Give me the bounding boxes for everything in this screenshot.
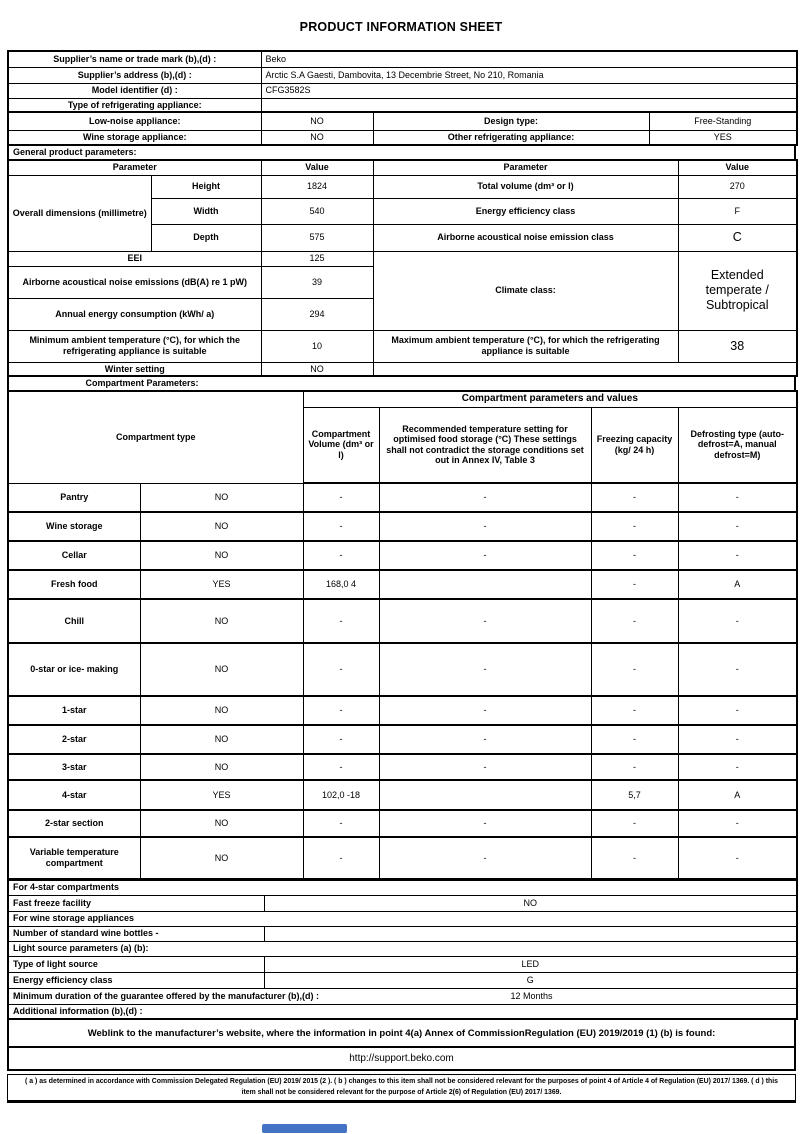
compartment-defrost: - xyxy=(678,696,797,725)
compartment-defrost: - xyxy=(678,599,797,643)
depth-label: Depth xyxy=(151,224,261,251)
low-noise-label: Low-noise appliance: xyxy=(8,112,261,130)
compartment-name: Fresh food xyxy=(8,570,140,599)
blue-indicator-bar xyxy=(262,1124,347,1133)
energy-class-value: F xyxy=(678,198,797,224)
design-type-label: Design type: xyxy=(373,112,649,130)
eei-label: EEI xyxy=(8,251,261,266)
table-row-fresh-food xyxy=(8,570,797,599)
compartment-name: Cellar xyxy=(8,541,140,570)
overall-dimensions-label: Overall dimensions (millimetre) xyxy=(8,175,151,251)
compartment-freezing: - xyxy=(591,483,678,512)
bottom-parameters-table xyxy=(7,879,796,1020)
design-type-value: Free-Standing xyxy=(649,112,797,130)
compartment-name: Wine storage xyxy=(8,512,140,541)
weblink-url-box xyxy=(7,1046,796,1071)
table-row xyxy=(8,83,797,98)
light-type-value: LED xyxy=(264,956,797,972)
acoustical-noise-value: 39 xyxy=(261,266,373,298)
supplier-name-value: Beko xyxy=(261,51,797,67)
compartment-present: YES xyxy=(140,570,303,599)
min-ambient-temp-value: 10 xyxy=(261,330,373,362)
footnote-box xyxy=(7,1074,796,1103)
compartment-present: NO xyxy=(140,599,303,643)
table-row xyxy=(8,98,797,112)
compartment-name: 3-star xyxy=(8,754,140,780)
max-ambient-temp-value: 38 xyxy=(678,330,797,362)
compartment-present: NO xyxy=(140,541,303,570)
compartment-volume: - xyxy=(303,541,379,570)
table-row-chill xyxy=(8,599,797,643)
recommended-temp-header: Recommended temperature setting for optimised food storage (°C) These settings shall not contradict the storage conditions set out in Annex IV, Table 3 xyxy=(379,407,591,483)
light-params-label: Light source parameters (a) (b): xyxy=(8,941,797,956)
table-row-1star xyxy=(8,696,797,725)
compartment-table xyxy=(7,390,796,880)
table-row xyxy=(8,112,797,130)
wine-storage-label: Wine storage appliance: xyxy=(8,130,261,145)
compartment-freezing: - xyxy=(591,725,678,754)
compartment-present: NO xyxy=(140,696,303,725)
table-row xyxy=(8,330,797,362)
wine-storage-value: NO xyxy=(261,130,373,145)
table-row-0star xyxy=(8,643,797,696)
compartment-defrost: - xyxy=(678,837,797,879)
param-header-left: Parameter xyxy=(8,160,261,175)
energy-efficiency-class-value: G xyxy=(264,972,797,988)
noise-class-value: C xyxy=(678,224,797,251)
compartment-defrost: - xyxy=(678,512,797,541)
table-row-2star-section xyxy=(8,810,797,837)
compartment-temp: - xyxy=(379,643,591,696)
compartment-defrost: - xyxy=(678,483,797,512)
compartment-name: Variable temperature compartment xyxy=(8,837,140,879)
eei-value: 125 xyxy=(261,251,373,266)
compartment-defrost: - xyxy=(678,754,797,780)
compartment-present: NO xyxy=(140,483,303,512)
general-parameters-label: General product parameters: xyxy=(8,145,795,160)
compartment-volume: - xyxy=(303,754,379,780)
fast-freeze-label: Fast freeze facility xyxy=(8,895,264,911)
width-value: 540 xyxy=(261,198,373,224)
compartment-parameters-label: Compartment Parameters: xyxy=(85,378,199,388)
param-header-right: Parameter xyxy=(373,160,678,175)
general-parameters-table xyxy=(7,159,796,377)
table-row-3star xyxy=(8,754,797,780)
compartment-freezing: - xyxy=(591,754,678,780)
guarantee-label: Minimum duration of the guarantee offered by the manufacturer (b),(d) : xyxy=(13,990,320,1001)
acoustical-noise-label: Airborne acoustical noise emissions (dB(A) re 1 pW) xyxy=(8,266,261,298)
table-row xyxy=(8,956,797,972)
light-type-label: Type of light source xyxy=(8,956,264,972)
low-noise-value: NO xyxy=(261,112,373,130)
compartment-parameters-label-cell xyxy=(8,376,795,391)
table-row xyxy=(8,880,797,895)
volume-header: Compartment Volume (dm³ or l) xyxy=(303,407,379,483)
compartment-volume: - xyxy=(303,810,379,837)
compartment-present: NO xyxy=(140,810,303,837)
width-label: Width xyxy=(151,198,261,224)
compartment-name: 1-star xyxy=(8,696,140,725)
table-row xyxy=(8,175,797,198)
compartment-name: Pantry xyxy=(8,483,140,512)
weblink-text: Weblink to the manufacturer’s website, where the information in point 4(a) Annex of CommissionRegulation (EU) 2019/2019 (1) (b) is found: xyxy=(87,1027,716,1039)
table-row xyxy=(8,988,797,1004)
compartment-volume: 168,0 4 xyxy=(303,570,379,599)
annual-energy-value: 294 xyxy=(261,298,373,330)
table-row xyxy=(8,926,797,941)
table-row-4star xyxy=(8,780,797,810)
other-refrigerating-value: YES xyxy=(649,130,797,145)
page-title: PRODUCT INFORMATION SHEET xyxy=(299,20,503,34)
max-ambient-temp-label: Maximum ambient temperature (°C), for which the refrigerating appliance is suitable xyxy=(373,330,678,362)
empty-cell xyxy=(373,362,797,376)
compartment-name: 4-star xyxy=(8,780,140,810)
compartment-defrost: - xyxy=(678,643,797,696)
table-row xyxy=(8,1004,797,1019)
compartment-freezing: - xyxy=(591,837,678,879)
compartment-present: NO xyxy=(140,512,303,541)
compartment-freezing: - xyxy=(591,696,678,725)
table-row xyxy=(8,51,797,67)
value-header-right: Value xyxy=(678,160,797,175)
appliance-type-value xyxy=(261,98,797,112)
compartment-type-header: Compartment type xyxy=(8,391,303,483)
height-value: 1824 xyxy=(261,175,373,198)
wine-bottles-value xyxy=(264,926,797,941)
supplier-address-value: Arctic S.A Gaesti, Dambovita, 13 Decembrie Street, No 210, Romania xyxy=(261,67,797,83)
compartment-temp: - xyxy=(379,725,591,754)
winter-setting-value: NO xyxy=(261,362,373,376)
freezing-capacity-header: Freezing capacity (kg/ 24 h) xyxy=(591,407,678,483)
energy-class-label: Energy efficiency class xyxy=(373,198,678,224)
table-row xyxy=(8,130,797,145)
wine-bottles-label: Number of standard wine bottles - xyxy=(8,926,264,941)
defrosting-type-header: Defrosting type (auto-defrost=A, manual defrost=M) xyxy=(678,407,797,483)
compartment-present: NO xyxy=(140,725,303,754)
table-header-row xyxy=(8,160,797,175)
compartment-temp xyxy=(379,780,591,810)
climate-class-label: Climate class: xyxy=(373,251,678,330)
table-row xyxy=(8,67,797,83)
total-volume-value: 270 xyxy=(678,175,797,198)
compartment-temp xyxy=(379,570,591,599)
compartment-temp: - xyxy=(379,599,591,643)
min-ambient-temp-label: Minimum ambient temperature (°C), for which the refrigerating appliance is suitable xyxy=(8,330,261,362)
compartment-freezing: 5,7 xyxy=(591,780,678,810)
compartment-temp: - xyxy=(379,837,591,879)
compartment-name: 2-star section xyxy=(8,810,140,837)
model-identifier-label: Model identifier (d) : xyxy=(8,83,261,98)
compartment-freezing: - xyxy=(591,643,678,696)
compartment-volume: - xyxy=(303,696,379,725)
appliance-type-label: Type of refrigerating appliance: xyxy=(8,98,261,112)
table-row xyxy=(8,972,797,988)
table-row xyxy=(8,895,797,911)
footnote-text: ( a ) as determined in accordance with Commission Delegated Regulation (EU) 2019/ 2015 (2 ). ( b ) changes to this item shall not be considered relevant for the purposes of point 4 of Article 4 of Regulation (EU) 2017/ 1369. ( d ) this item shall not be considered relevant for the purpose of Article 2(6) of Regulation (EU) 2017/ 1369. xyxy=(25,1078,778,1096)
table-row-variable-temp xyxy=(8,837,797,879)
supplier-table xyxy=(7,50,796,146)
compartment-volume: - xyxy=(303,599,379,643)
climate-class-value: Extended temperate / Subtropical xyxy=(678,251,797,330)
compartment-defrost: A xyxy=(678,780,797,810)
additional-info-label: Additional information (b),(d) : xyxy=(8,1004,797,1019)
table-row xyxy=(8,941,797,956)
table-header-row xyxy=(8,391,797,407)
compartment-temp: - xyxy=(379,696,591,725)
compartment-freezing: - xyxy=(591,599,678,643)
noise-class-label: Airborne acoustical noise emission class xyxy=(373,224,678,251)
compartment-name: 2-star xyxy=(8,725,140,754)
weblink-url[interactable]: http://support.beko.com xyxy=(349,1053,454,1064)
compartment-freezing: - xyxy=(591,541,678,570)
compartment-freezing: - xyxy=(591,570,678,599)
table-row xyxy=(8,251,797,266)
compartment-defrost: - xyxy=(678,541,797,570)
depth-value: 575 xyxy=(261,224,373,251)
guarantee-value: 12 Months xyxy=(510,990,553,1001)
compartment-defrost: - xyxy=(678,725,797,754)
compartment-temp: - xyxy=(379,541,591,570)
wine-appliances-label: For wine storage appliances xyxy=(8,911,797,926)
compartment-volume: - xyxy=(303,483,379,512)
compartment-freezing: - xyxy=(591,810,678,837)
table-row-2star xyxy=(8,725,797,754)
height-label: Height xyxy=(151,175,261,198)
guarantee-cell xyxy=(8,988,797,1004)
compartment-volume: 102,0 -18 xyxy=(303,780,379,810)
compartment-temp: - xyxy=(379,810,591,837)
winter-setting-label: Winter setting xyxy=(8,362,261,376)
compartment-group-header: Compartment parameters and values xyxy=(303,391,797,407)
supplier-address-label: Supplier’s address (b),(d) : xyxy=(8,67,261,83)
other-refrigerating-label: Other refrigerating appliance: xyxy=(373,130,649,145)
table-row-pantry xyxy=(8,483,797,512)
compartment-name: Chill xyxy=(8,599,140,643)
compartment-temp: - xyxy=(379,512,591,541)
compartment-defrost: A xyxy=(678,570,797,599)
compartment-present: YES xyxy=(140,780,303,810)
annual-energy-label: Annual energy consumption (kWh/ a) xyxy=(8,298,261,330)
compartment-volume: - xyxy=(303,512,379,541)
model-identifier-value: CFG3582S xyxy=(261,83,797,98)
compartment-defrost: - xyxy=(678,810,797,837)
compartment-temp: - xyxy=(379,754,591,780)
energy-efficiency-class-label: Energy efficiency class xyxy=(8,972,264,988)
compartment-freezing: - xyxy=(591,512,678,541)
fast-freeze-value: NO xyxy=(264,895,797,911)
weblink-text-box xyxy=(7,1018,796,1048)
compartment-volume: - xyxy=(303,643,379,696)
compartment-present: NO xyxy=(140,643,303,696)
compartment-volume: - xyxy=(303,725,379,754)
table-row xyxy=(8,911,797,926)
compartment-present: NO xyxy=(140,754,303,780)
compartment-temp: - xyxy=(379,483,591,512)
compartment-present: NO xyxy=(140,837,303,879)
value-header-left: Value xyxy=(261,160,373,175)
for-4star-label: For 4-star compartments xyxy=(8,880,797,895)
compartment-volume: - xyxy=(303,837,379,879)
table-row xyxy=(8,362,797,376)
total-volume-label: Total volume (dm³ or l) xyxy=(373,175,678,198)
supplier-name-label: Supplier’s name or trade mark (b),(d) : xyxy=(8,51,261,67)
compartment-name: 0-star or ice- making xyxy=(8,643,140,696)
table-row-wine-storage xyxy=(8,512,797,541)
table-row-cellar xyxy=(8,541,797,570)
